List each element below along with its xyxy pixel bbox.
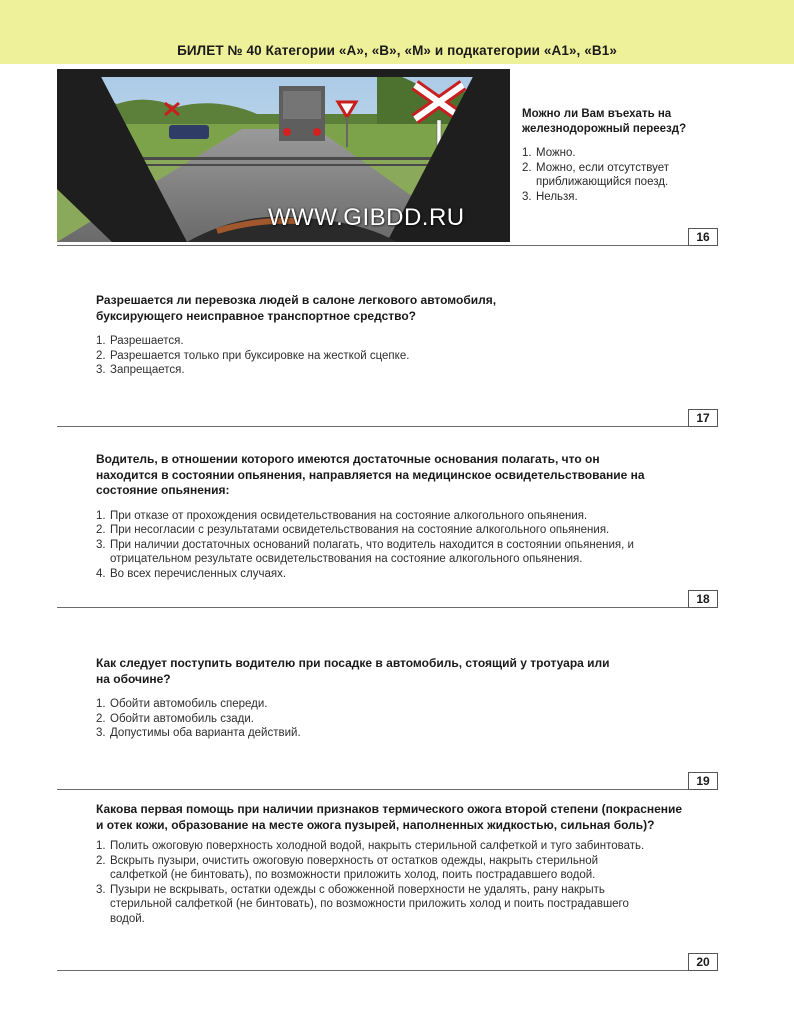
answer-option[interactable]: 2. При несогласии с результатами освидетельствования на состояние алкогольного опьянения. [96, 524, 610, 537]
question-18 [96, 452, 696, 581]
answer-option[interactable]: 1. Обойти автомобиль спереди. [96, 698, 268, 710]
answer-options [96, 697, 696, 741]
divider [57, 426, 718, 427]
answer-option[interactable]: 2. Вскрыть пузыри, очистить ожоговую поверхность от остатков одежды, накрыть стерильной салфеткой (не бинтовать), по возможности приложить холод, поить пострадавшего водой. [96, 854, 599, 882]
answer-options [96, 839, 656, 927]
answer-option[interactable]: 3. Запрещается. [96, 364, 185, 377]
question-number-badge: 19 [688, 772, 718, 790]
question-number-badge: 18 [688, 590, 718, 608]
answer-option[interactable]: 2. Можно, если отсутствует приближающийся поезд. [522, 161, 669, 188]
answer-option[interactable]: 3. Пузыри не вскрывать, остатки одежды с обожженной поверхности не удалять, рану накрыть стерильной салфеткой (не бинтовать), по возможности приложить холод и поить пострадавшего водой. [96, 883, 629, 925]
answer-option[interactable]: 1. При отказе от прохождения освидетельствования на состояние алкогольного опьянения. [96, 509, 588, 522]
divider [57, 789, 718, 790]
question-title: Разрешается ли перевозка людей в салоне легкового автомобиля, буксирующего неисправное транспортное средство? [96, 293, 497, 323]
question-title: Можно ли Вам въехать на железнодорожный переезд? [522, 108, 687, 135]
ticket-title: БИЛЕТ № 40 Категории «A», «B», «M» и подкатегории «A1», «B1» [177, 43, 617, 58]
question-19 [96, 656, 696, 741]
answer-option[interactable]: 2. Обойти автомобиль сзади. [96, 712, 254, 725]
answer-option[interactable]: 2. Разрешается только при буксировке на жесткой сцепке. [96, 349, 410, 362]
answer-option[interactable]: 4. Во всех перечисленных случаях. [96, 567, 287, 580]
answer-options [96, 334, 696, 378]
answer-options [522, 146, 742, 204]
question-title: Водитель, в отношении которого имеются достаточные основания полагать, что он находится в состоянии опьянения, направляется на медицинское освидетельствование на состояние опьянения: [96, 452, 645, 497]
answer-option[interactable]: 3. Допустимы оба варианта действий. [96, 727, 301, 740]
answer-option[interactable]: 3. Нельзя. [522, 190, 578, 203]
answer-options [96, 509, 671, 582]
divider [57, 245, 718, 246]
divider [57, 607, 718, 608]
question-number-badge: 17 [688, 409, 718, 427]
answer-option[interactable]: 1. Разрешается. [96, 335, 184, 347]
question-number-badge: 20 [688, 953, 718, 971]
answer-option[interactable]: 1. Полить ожоговую поверхность холодной водой, накрыть стерильной салфеткой и туго забинтовать. [96, 840, 645, 852]
question-title: Как следует поступить водителю при посадке в автомобиль, стоящий у тротуара или на обочине? [96, 656, 610, 686]
question-title: Какова первая помощь при наличии признаков термического ожога второй степени (покраснение и отек кожи, образование на месте ожога пузырей, наполненных жидкостью, сильная боль)? [96, 802, 683, 832]
question-17 [96, 293, 696, 378]
answer-option[interactable]: 1. Можно. [522, 147, 576, 159]
question-number-badge: 16 [688, 228, 718, 246]
watermark-text: WWW.GIBDD.RU [268, 204, 465, 231]
question-16 [522, 107, 742, 204]
question-20 [96, 802, 696, 927]
answer-option[interactable]: 3. При наличии достаточных оснований полагать, что водитель находится в состоянии опьянения, и отрицательном результате освидетельствования на состояние алкогольного опьянения. [96, 538, 634, 566]
divider [57, 970, 718, 971]
